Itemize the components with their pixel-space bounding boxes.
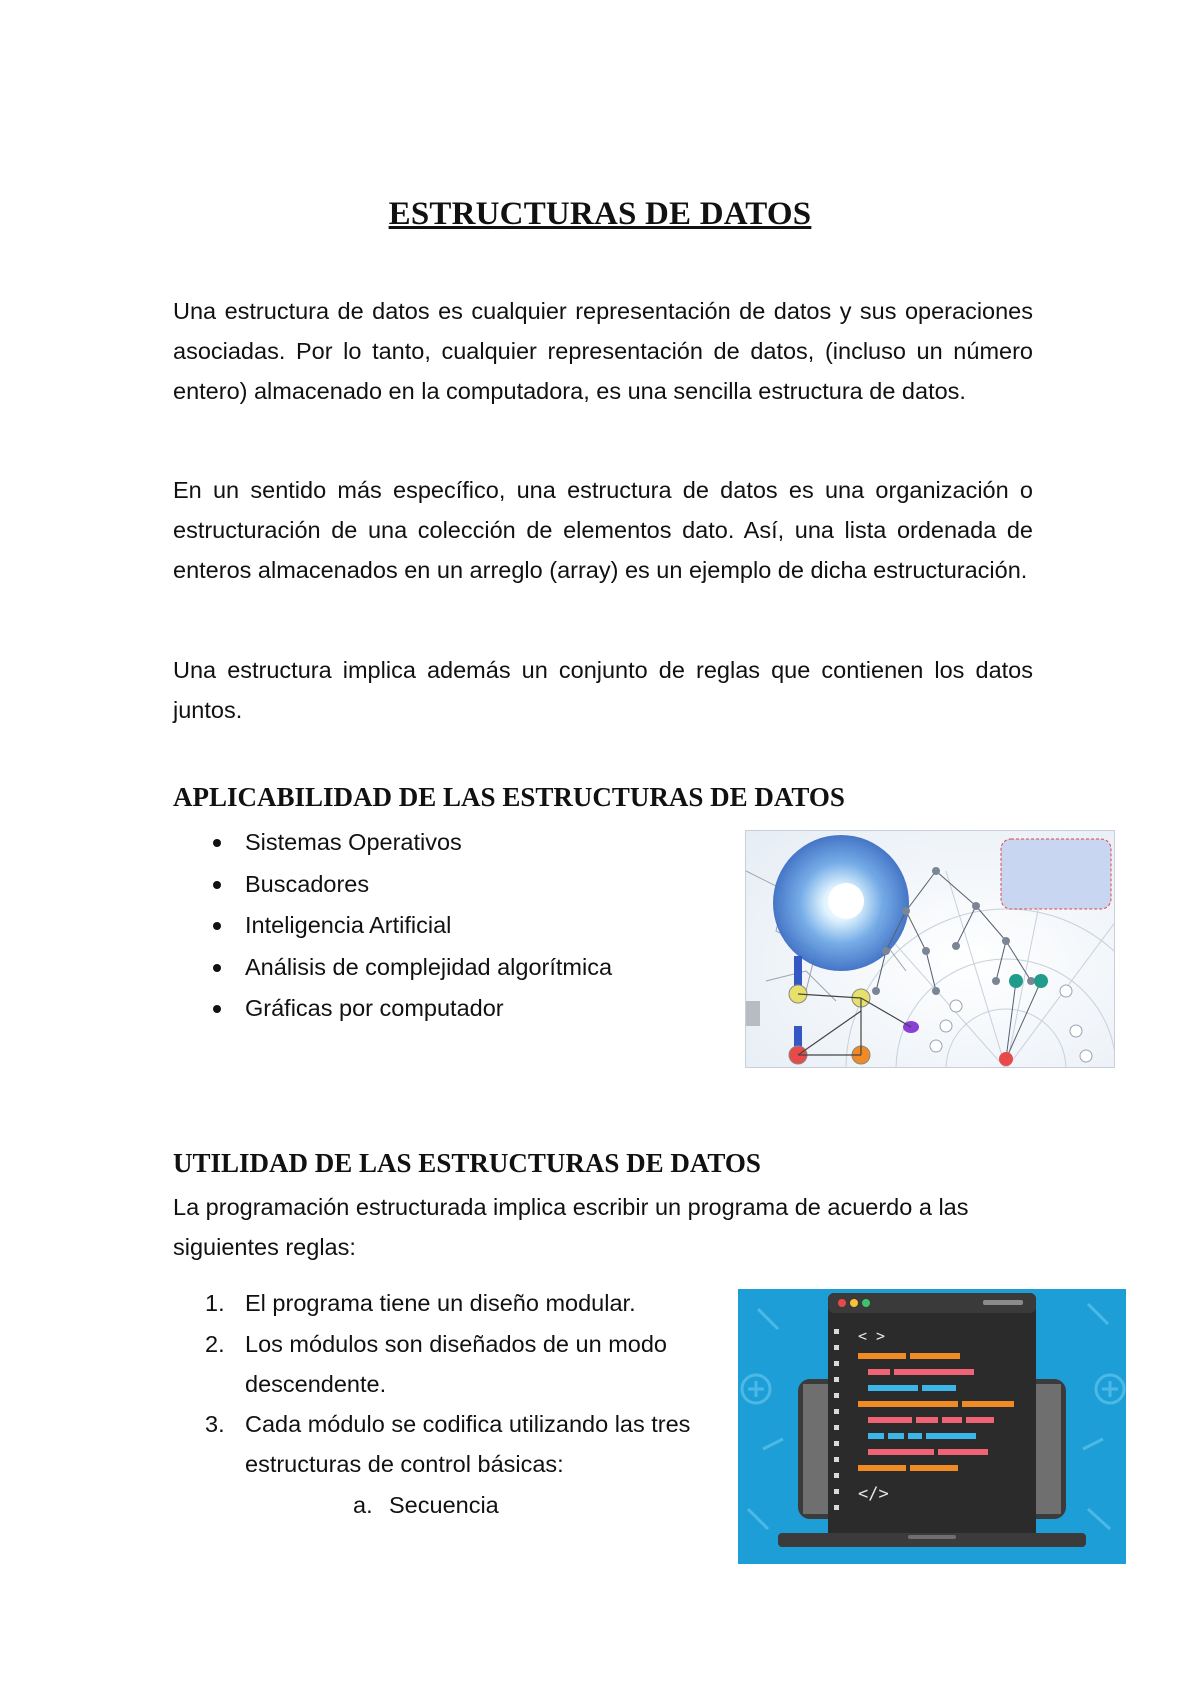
code-open-tag: < > xyxy=(858,1327,886,1345)
code-laptop-image xyxy=(738,1289,1126,1564)
list-item-number: 3. xyxy=(205,1411,225,1437)
bullet-icon xyxy=(213,964,221,972)
bullet-icon xyxy=(213,839,221,847)
paragraph-definition: Una estructura de datos es cualquier representación de datos y sus operaciones asociadas. Por lo tanto, cualquier representación de datos, (incluso un número entero) almacenado en la computadora, es una sencilla estructura de datos. xyxy=(173,298,1033,404)
list-item-label: Sistemas Operativos xyxy=(245,829,462,855)
sub-list-item-letter: a. xyxy=(353,1492,373,1518)
code-close-tag: </> xyxy=(858,1484,889,1504)
sub-list-item-label: Secuencia xyxy=(389,1492,499,1518)
paragraph-rules: Una estructura implica además un conjunto de reglas que contienen los datos juntos. xyxy=(173,657,1033,723)
bullet-icon xyxy=(213,881,221,889)
paragraph-specific-sense: En un sentido más específico, una estructura de datos es una organización o estructuración de una colección de elementos dato. Así, una lista ordenada de enteros almacenados en un arreglo (array) es un ejemplo de dicha estructuración. xyxy=(173,477,1033,583)
utility-heading: UTILIDAD DE LAS ESTRUCTURAS DE DATOS xyxy=(173,1148,761,1178)
list-item-number: 1. xyxy=(205,1290,225,1316)
list-item xyxy=(173,988,612,1030)
list-item-label: Los módulos son diseñados de un modo descendente. xyxy=(245,1331,667,1397)
document-title: ESTRUCTURAS DE DATOS xyxy=(388,196,812,232)
utility-intro: La programación estructurada implica escribir un programa de acuerdo a las siguientes reglas: xyxy=(173,1194,969,1260)
list-item-label: Inteligencia Artificial xyxy=(245,912,452,938)
list-item xyxy=(173,905,612,947)
list-item-label: El programa tiene un diseño modular. xyxy=(245,1290,636,1316)
bullet-icon xyxy=(213,922,221,930)
sub-list-item xyxy=(353,1485,499,1525)
list-item-label: Análisis de complejidad algorítmica xyxy=(245,953,613,980)
applicability-heading: APLICABILIDAD DE LAS ESTRUCTURAS DE DATOS xyxy=(173,782,845,812)
list-item-label: Buscadores xyxy=(245,870,370,897)
list-item xyxy=(173,864,612,906)
bullet-icon xyxy=(213,1005,221,1013)
list-item-label: Cada módulo se codifica utilizando las tres estructuras de control básicas: xyxy=(245,1411,691,1477)
list-item xyxy=(173,947,612,989)
list-item-label: Gráficas por computador xyxy=(245,995,504,1021)
list-item xyxy=(173,822,612,864)
data-structure-network-image xyxy=(745,830,1115,1068)
applicability-list xyxy=(173,822,612,1030)
list-item-number: 2. xyxy=(205,1331,225,1357)
